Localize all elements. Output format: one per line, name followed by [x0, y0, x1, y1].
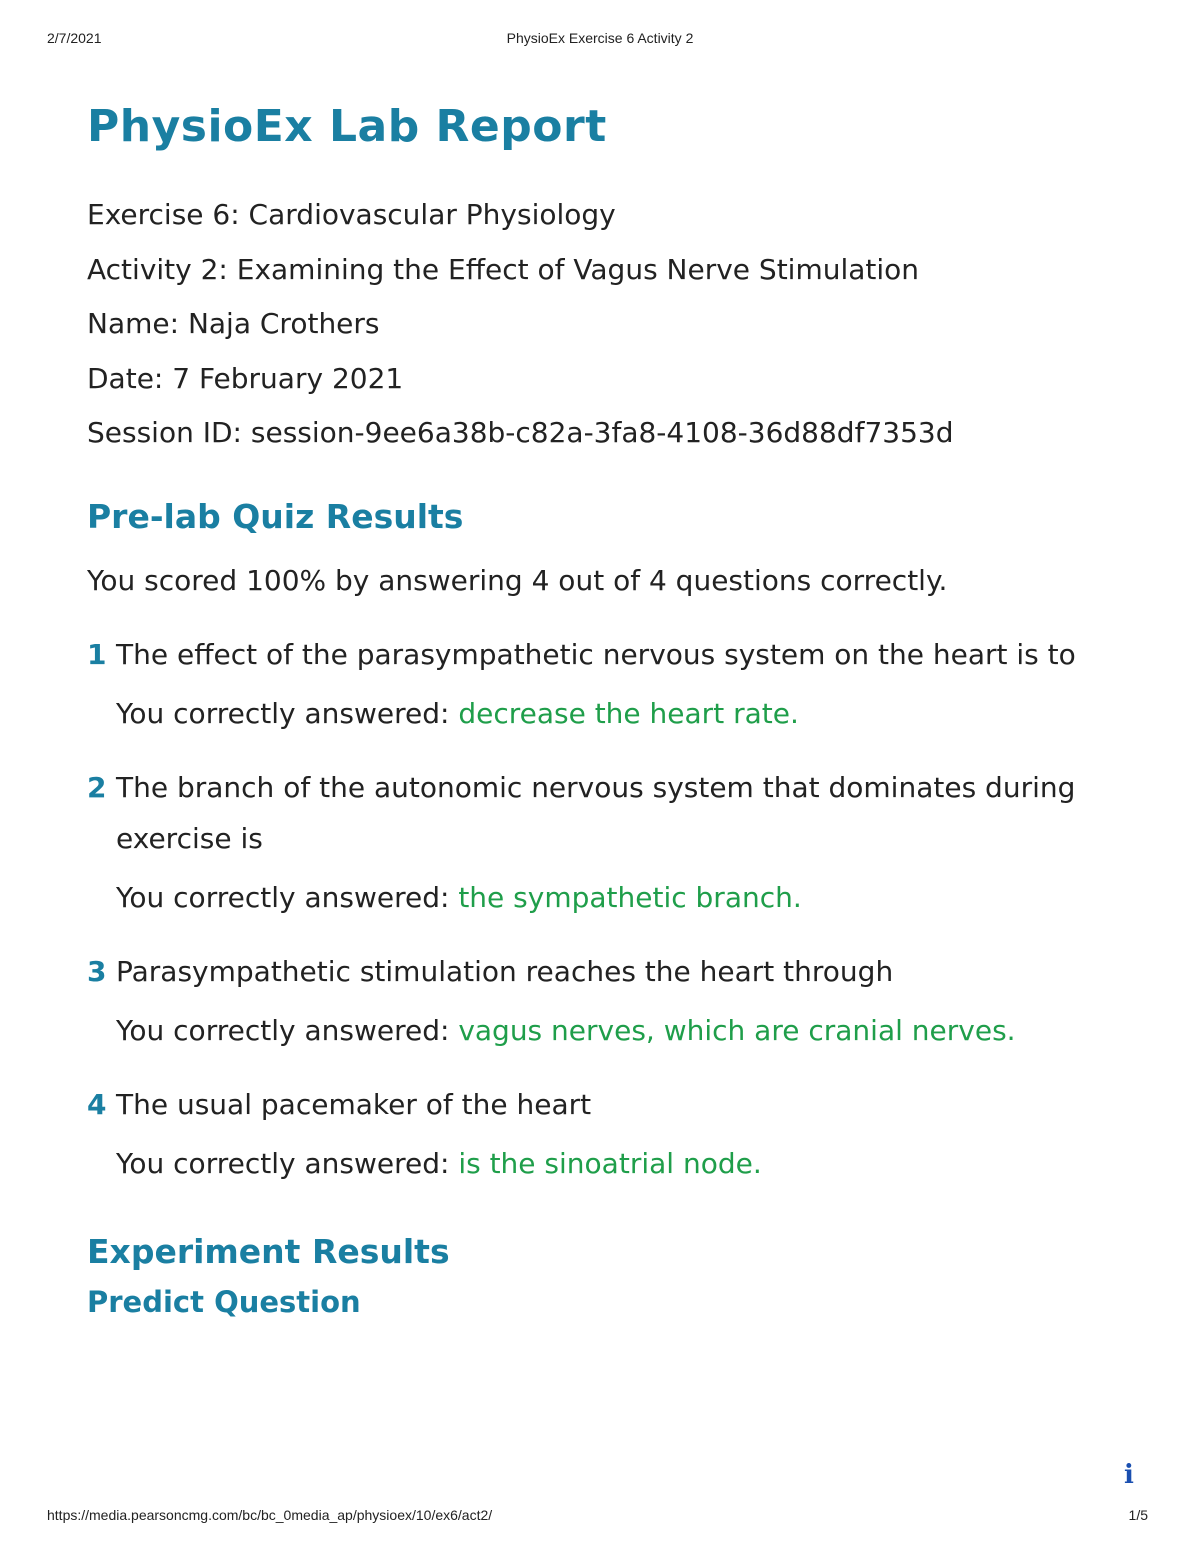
quiz-question — [87, 762, 1127, 864]
correct-answer-text: decrease the heart rate. — [458, 696, 799, 730]
correct-answer-text: is the sinoatrial node. — [458, 1146, 762, 1180]
question-text: The effect of the parasympathetic nervous system on the heart is to — [116, 637, 1076, 671]
quiz-answer — [87, 694, 1127, 734]
quiz-item — [87, 629, 1127, 734]
quiz-question — [87, 946, 1127, 997]
question-text: The branch of the autonomic nervous system that dominates during exercise is — [116, 770, 1076, 855]
question-number: 1 — [87, 637, 107, 671]
quiz-item — [87, 1079, 1127, 1184]
print-header — [0, 30, 1200, 52]
quiz-question — [87, 1079, 1127, 1130]
quiz-score: You scored 100% by answering 4 out of 4 questions correctly. — [87, 563, 948, 597]
report-meta — [87, 188, 1127, 461]
quiz-answer — [87, 1011, 1127, 1051]
answer-prefix: You correctly answered: — [116, 696, 459, 730]
quiz-question-list — [87, 629, 1127, 1184]
quiz-answer — [87, 1144, 1127, 1184]
report-date: Date: 7 February 2021 — [87, 361, 404, 395]
quiz-item — [87, 762, 1127, 918]
predict-question-heading: Predict Question — [87, 1284, 361, 1319]
answer-prefix: You correctly answered: — [116, 1146, 459, 1180]
quiz-question — [87, 629, 1127, 680]
print-footer — [0, 1507, 1200, 1529]
session-id: Session ID: session-9ee6a38b-c82a-3fa8-4108-36d88df7353d — [87, 416, 954, 449]
exercise-line: Exercise 6: Cardiovascular Physiology — [87, 198, 616, 231]
page-number: 1/5 — [1128, 1507, 1148, 1523]
question-number: 2 — [87, 770, 107, 804]
question-number: 3 — [87, 954, 107, 988]
correct-answer-text: the sympathetic branch. — [458, 880, 802, 914]
prelab-heading: Pre-lab Quiz Results — [87, 496, 464, 536]
question-text: Parasympathetic stimulation reaches the heart through — [116, 954, 894, 988]
info-icon[interactable]: i — [1124, 1460, 1134, 1490]
student-name: Name: Naja Crothers — [87, 307, 380, 340]
answer-prefix: You correctly answered: — [116, 880, 459, 914]
report-content — [87, 96, 1127, 1322]
print-date: 2/7/2021 — [47, 30, 102, 46]
answer-prefix: You correctly answered: — [116, 1013, 459, 1047]
quiz-item — [87, 946, 1127, 1051]
question-text: The usual pacemaker of the heart — [116, 1087, 592, 1121]
correct-answer-text: vagus nerves, which are cranial nerves. — [458, 1013, 1016, 1047]
activity-line: Activity 2: Examining the Effect of Vagus Nerve Stimulation — [87, 252, 920, 286]
question-number: 4 — [87, 1087, 107, 1121]
quiz-answer — [87, 878, 1127, 918]
experiment-results-heading: Experiment Results — [87, 1231, 450, 1271]
page-url: https://media.pearsoncmg.com/bc/bc_0media_ap/physioex/10/ex6/act2/ — [47, 1507, 493, 1523]
report-title: PhysioEx Lab Report — [87, 101, 607, 152]
print-document-title: PhysioEx Exercise 6 Activity 2 — [506, 30, 694, 46]
